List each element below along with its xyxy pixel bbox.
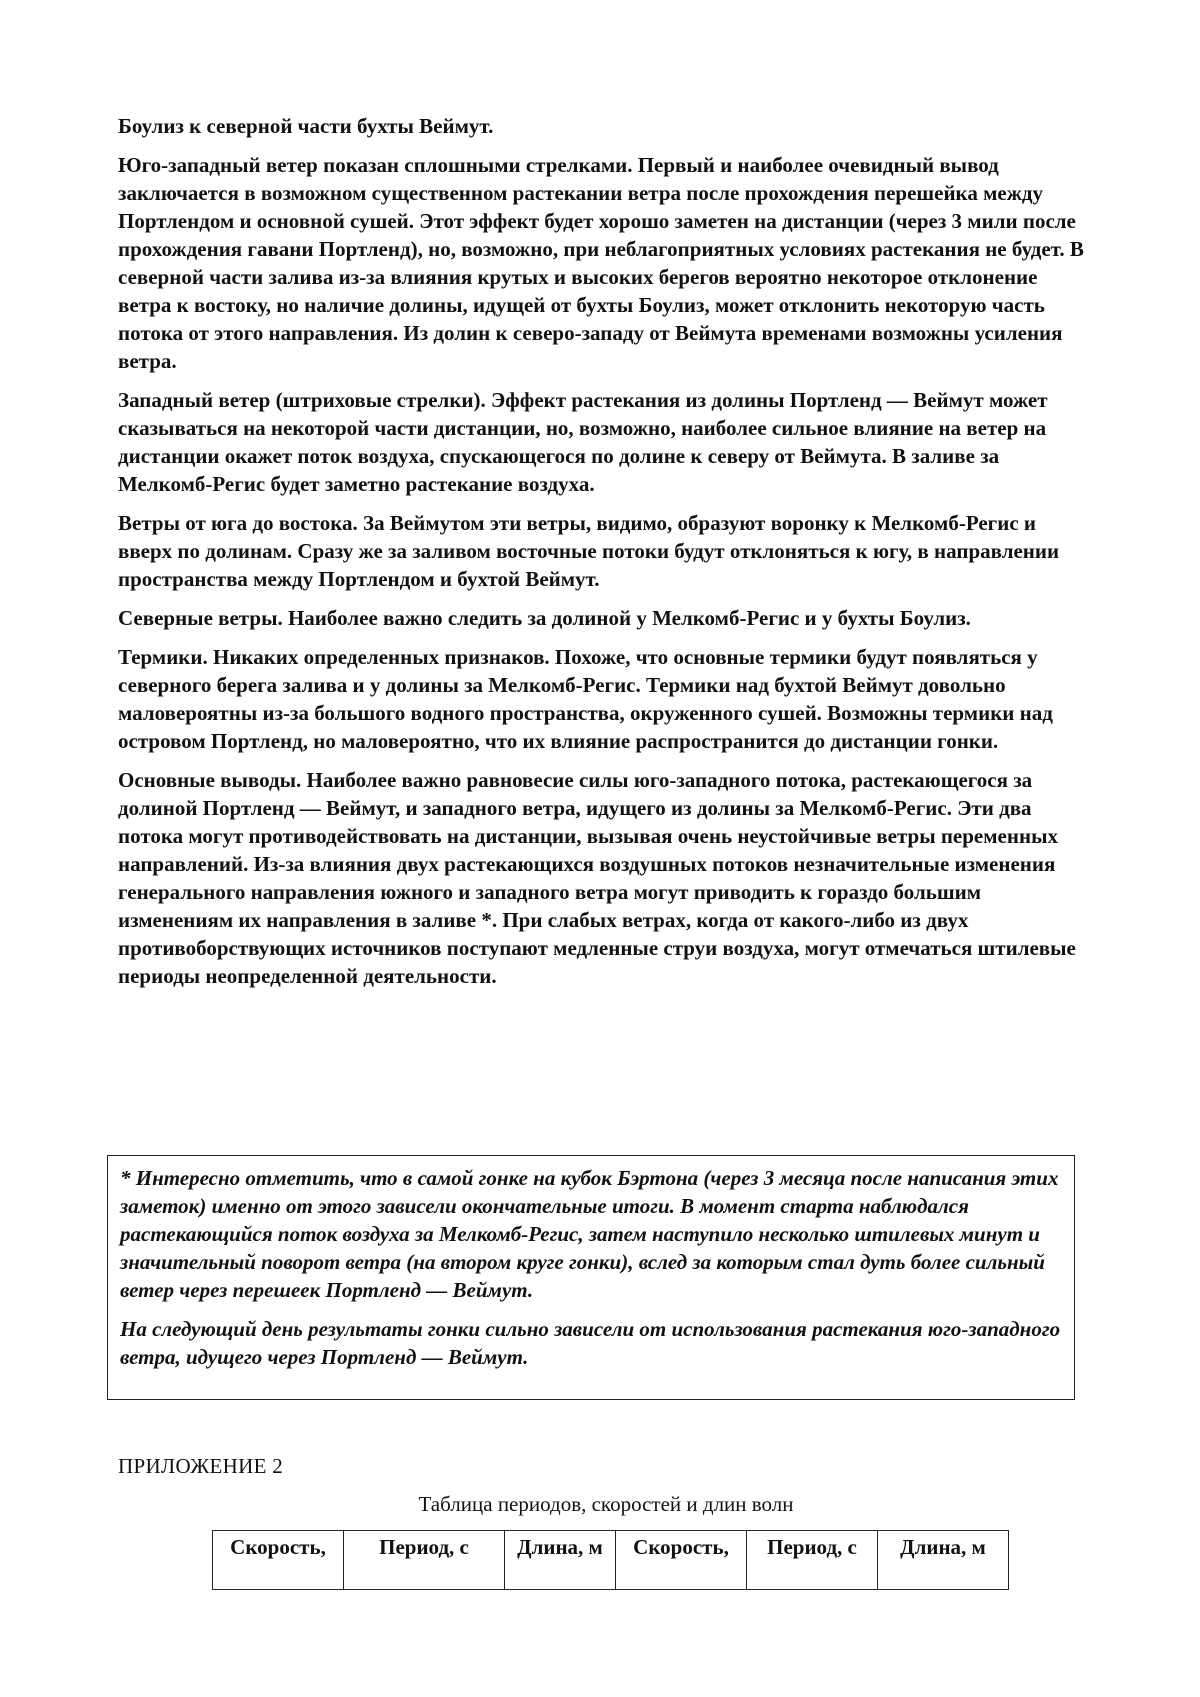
header-speed: Скорость, [616, 1531, 747, 1590]
appendix-title: ПРИЛОЖЕНИЕ 2 [118, 1454, 284, 1478]
footnote-box [107, 1155, 1075, 1400]
paragraph-thermals: Термики. Никаких определенных признаков. Похоже, что основные термики будут появляться у северного берега залива и у долины за Мелкомб-Регис. Термики над бухтой Веймут довольно маловероятны из-за большого водного пространства, окруженного сушей. Возможны термики над островом Портленд, но маловероятно, что их влияние распространится до дистанции гонки. [118, 645, 1053, 753]
header-speed: Скорость, [213, 1531, 344, 1590]
table-caption: Таблица периодов, скоростей и длин волн [418, 1492, 794, 1516]
header-period: Период, с [747, 1531, 878, 1590]
paragraph-north-winds: Северные ветры. Наиболее важно следить за долиной у Мелкомб-Регис и у бухты Боулиз. [118, 606, 971, 630]
footnote-paragraph: * Интересно отметить, что в самой гонке на кубок Бэртона (через 3 месяца после написания этих заметок) именно от этого зависели окончательные итоги. В момент старта наблюдался растекающийся поток воздуха за Мелкомб-Регис, затем наступило несколько штилевых минут и значительный поворот ветра (на втором круге гонки), вслед за которым стал дуть более сильный ветер через перешеек Портленд — Веймут. [120, 1166, 1059, 1302]
footnote-paragraph: На следующий день результаты гонки сильно зависели от использования растекания юго-западного ветра, идущего через Портленд — Веймут. [120, 1317, 1061, 1369]
paragraph-west-wind: Западный ветер (штриховые стрелки). Эффект растекания из долины Портленд — Веймут может сказываться на некоторой части дистанции, но, возможно, наиболее сильное влияние на ветер на дистанции окажет поток воздуха, спускающегося по долине к северу от Веймута. В заливе за Мелкомб-Регис будет заметно растекание воздуха. [118, 388, 1048, 496]
paragraph-southwest-wind: Юго-западный ветер показан сплошными стрелками. Первый и наиболее очевидный вывод заключается в возможном существенном растекании ветра после прохождения перешейка между Портлендом и основной сушей. Этот эффект будет хорошо заметен на дистанции (через 3 мили после прохождения гавани Портленд), но, возможно, при неблагоприятных условиях растекания не будет. В северной части залива из-за влияния крутых и высоких берегов вероятно некоторое отклонение ветра к востоку, но наличие долины, идущей от бухты Боулиз, может отклонить некоторую часть потока от этого направления. Из долин к северо-западу от Веймута временами возможны усиления ветра. [118, 153, 1084, 373]
header-length: Длина, м [878, 1531, 1009, 1590]
paragraph-bowleaze: Боулиз к северной части бухты Веймут. [118, 114, 494, 138]
table-header-row [213, 1531, 1009, 1590]
paragraph-conclusions: Основные выводы. Наиболее важно равновесие силы юго-западного потока, растекающегося за долиной Портленд — Веймут, и западного ветра, идущего из долины за Мелкомб-Регис. Эти два потока могут противодействовать на дистанции, вызывая очень неустойчивые ветры переменных направлений. Из-за влияния двух растекающихся воздушных потоков незначительные изменения генерального направления южного и западного ветра могут приводить к гораздо большим изменениям их направления в заливе *. При слабых ветрах, когда от какого-либо из двух противоборствующих источников поступают медленные струи воздуха, могут отмечаться штилевые периоды неопределенной деятельности. [118, 768, 1076, 988]
waves-table [212, 1530, 1009, 1590]
header-period: Период, с [344, 1531, 505, 1590]
body-text [118, 112, 1088, 1001]
header-length: Длина, м [505, 1531, 616, 1590]
paragraph-south-east-winds: Ветры от юга до востока. За Веймутом эти ветры, видимо, образуют воронку к Мелкомб-Регис и вверх по долинам. Сразу же за заливом восточные потоки будут отклоняться к югу, в направлении пространства между Портлендом и бухтой Веймут. [118, 511, 1060, 591]
